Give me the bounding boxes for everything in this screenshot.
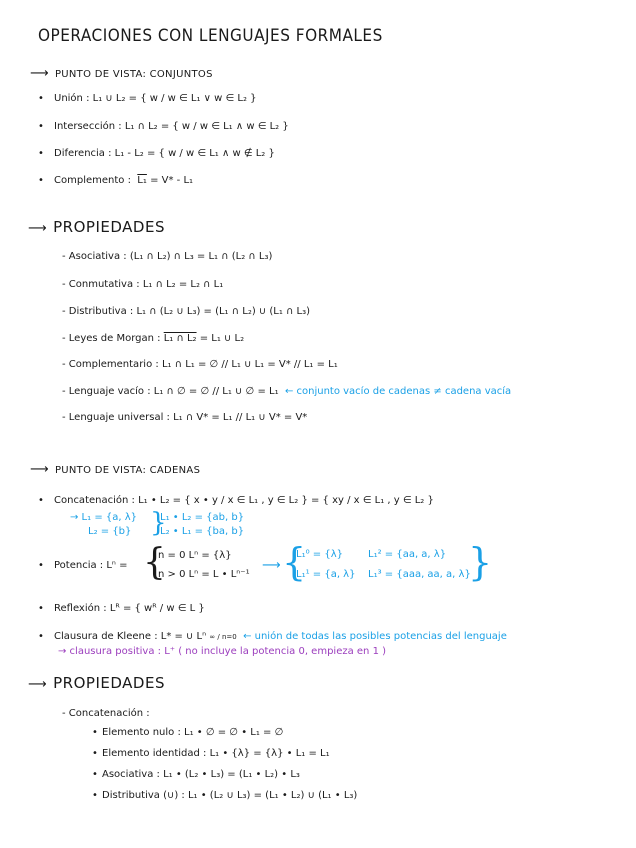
- item-label: - Lenguaje vacío: [62, 386, 145, 397]
- item-formula: Lᴿ = { wᴿ / w ∈ L }: [109, 603, 205, 614]
- item-label: Asociativa: [102, 769, 154, 780]
- concatenacion-line: Concatenación : L₁ • L₂ = { x • y / x ∈ L₁ , y ∈ L₂ } = { xy / x ∈ L₁ , y ∈ L₂ }: [54, 495, 434, 506]
- item-formula: L₁ - L₂ = { w / w ∈ L₁ ∧ w ∉ L₂ }: [114, 148, 275, 159]
- potencia-label: Potencia : Lⁿ =: [54, 560, 128, 571]
- bullet-icon: •: [38, 631, 44, 642]
- item-formula: L₁ ∩ L₂ = L₂ ∩ L₁: [142, 279, 224, 290]
- item-label: Diferencia: [54, 148, 105, 159]
- bullet-icon: •: [92, 790, 98, 801]
- item-formula: L₁ ∩ V* = L₁ // L₁ ∪ V* = V*: [173, 412, 308, 423]
- item-label: - Leyes de Morgan: [62, 333, 154, 344]
- bullet-icon: •: [92, 727, 98, 738]
- heading-text: PROPIEDADES: [53, 218, 165, 236]
- item-label: Elemento nulo: [102, 727, 175, 738]
- item-formula: L₁ ∩ L₂ = { w / w ∈ L₁ ∧ w ∈ L₂ }: [124, 121, 289, 132]
- item-formula: L₁ ∩ L₁ = ∅ // L₁ ∪ L₁ = V* // L₁ = L₁: [161, 359, 338, 370]
- union-limits: ∞ / n=0: [209, 633, 237, 641]
- bullet-icon: •: [38, 560, 44, 571]
- clausura-positiva-note: → clausura positiva : L⁺ ( no incluye la potencia 0, empieza en 1 ): [58, 646, 387, 657]
- item-label: Unión: [54, 93, 83, 104]
- page-title: OPERACIONES CON LENGUAJES FORMALES: [38, 26, 383, 46]
- brace-icon: {: [143, 542, 166, 583]
- item-formula: (L₁ ∩ L₂) ∩ L₃ = L₁ ∩ (L₂ ∩ L₃): [129, 251, 273, 262]
- bullet-icon: •: [92, 769, 98, 780]
- item-label: - Complementario: [62, 359, 153, 370]
- bullet-icon: •: [38, 121, 44, 132]
- annotation-note: ← conjunto vacío de cadenas ≠ cadena vacía: [284, 386, 512, 397]
- universal-line: - Lenguaje universal : L₁ ∩ V* = L₁ // L₁ ∪ V* = V*: [62, 412, 308, 423]
- asociativa-line: - Asociativa : (L₁ ∩ L₂) ∩ L₃ = L₁ ∩ (L₂ ∩ L₃): [62, 251, 273, 262]
- item-label: - Distributiva: [62, 306, 127, 317]
- kleene-line: Clausura de Kleene : L* = ∪ Lⁿ ∞ / n=0 ← unión de todas las posibles potencias del lenguaje: [54, 631, 507, 642]
- brace-icon: }: [468, 540, 493, 584]
- item-formula: = V* - L₁: [150, 175, 194, 186]
- item-lhs: L₁ ∩ L₂: [163, 333, 197, 344]
- arrow-right-icon: ⟶: [28, 677, 48, 692]
- item-formula: L₁ • L₂ = { x • y / x ∈ L₁ , y ∈ L₂ } = { xy / x ∈ L₁ , y ∈ L₂ }: [138, 495, 434, 506]
- item-label: Reflexión: [54, 603, 101, 614]
- bullet-icon: •: [38, 175, 44, 186]
- bullet-icon: •: [38, 603, 44, 614]
- section-heading-propiedades: [28, 218, 165, 236]
- item-formula: L₁ • {λ} = {λ} • L₁ = L₁: [209, 748, 330, 759]
- concat-example-r1: L₁ • L₂ = {ab, b}: [160, 512, 245, 523]
- complementario-line: - Complementario : L₁ ∩ L₁ = ∅ // L₁ ∪ L₁ = V* // L₁ = L₁: [62, 359, 338, 370]
- section-heading-propiedades-2: [28, 674, 165, 692]
- asociativa-concat-line: Asociativa : L₁ • (L₂ • L₃) = (L₁ • L₂) • L₃: [102, 769, 300, 780]
- concat-example-l1: → L₁ = {a, λ}: [70, 512, 138, 523]
- brace-icon: }: [150, 508, 167, 538]
- arrow-right-icon: ⟶: [28, 221, 48, 236]
- potencia-case-0: n = 0 Lⁿ = {λ}: [158, 550, 232, 561]
- heading-text: PROPIEDADES: [53, 674, 165, 692]
- complemento-line: Complemento : L₁ = V* - L₁: [54, 175, 194, 186]
- heading-text: PUNTO DE VISTA: CADENAS: [54, 465, 201, 476]
- bullet-icon: •: [38, 495, 44, 506]
- item-formula: L* = ∪ Lⁿ: [160, 631, 207, 642]
- item-formula: L₁ ∪ L₂ = { w / w ∈ L₁ ∨ w ∈ L₂ }: [92, 93, 257, 104]
- elemento-identidad-line: Elemento identidad : L₁ • {λ} = {λ} • L₁ = L₁: [102, 748, 330, 759]
- annotation-note: ← unión de todas las posibles potencias del lenguaje: [243, 631, 507, 642]
- item-formula: = L₁ ∪ L₂: [199, 333, 245, 344]
- distributiva-concat-line: Distributiva (∪) : L₁ • (L₂ ∪ L₃) = (L₁ • L₂) ∪ (L₁ • L₃): [102, 790, 358, 801]
- vacio-line: - Lenguaje vacío : L₁ ∩ ∅ = ∅ // L₁ ∪ ∅ = L₁ ← conjunto vacío de cadenas ≠ cadena vacía: [62, 386, 512, 397]
- potencia-case-1: n > 0 Lⁿ = L • Lⁿ⁻¹: [158, 569, 250, 580]
- item-lhs: L₁: [137, 175, 147, 186]
- item-label: Potencia: [54, 560, 97, 571]
- item-formula: L₁ ∩ ∅ = ∅ // L₁ ∪ ∅ = L₁: [153, 386, 279, 397]
- item-label: Clausura de Kleene: [54, 631, 152, 642]
- morgan-line: - Leyes de Morgan : L₁ ∩ L₂ = L₁ ∪ L₂: [62, 333, 245, 344]
- item-formula: L₁ • (L₂ • L₃) = (L₁ • L₂) • L₃: [163, 769, 300, 780]
- item-label: - Conmutativa: [62, 279, 134, 290]
- item-label: - Asociativa: [62, 251, 121, 262]
- conmutativa-line: - Conmutativa : L₁ ∩ L₂ = L₂ ∩ L₁: [62, 279, 224, 290]
- concat-sub-heading: - Concatenación :: [62, 708, 150, 719]
- item-label: Concatenación: [54, 495, 129, 506]
- section-heading-conjuntos: [30, 66, 213, 81]
- distributiva-line: - Distributiva : L₁ ∩ (L₂ ∪ L₃) = (L₁ ∩ L₂) ∪ (L₁ ∩ L₃): [62, 306, 311, 317]
- section-heading-cadenas: [30, 462, 200, 477]
- bullet-icon: •: [92, 748, 98, 759]
- item-formula: L₁ ∩ (L₂ ∪ L₃) = (L₁ ∩ L₂) ∪ (L₁ ∩ L₃): [136, 306, 311, 317]
- concat-example-l2: L₂ = {b}: [88, 526, 132, 537]
- diferencia-line: Diferencia : L₁ - L₂ = { w / w ∈ L₁ ∧ w ∉ L₂ }: [54, 148, 275, 159]
- item-formula: L₁ • ∅ = ∅ • L₁ = ∅: [184, 727, 284, 738]
- arrow-right-icon: ⟶: [30, 66, 49, 81]
- item-label: Elemento identidad: [102, 748, 200, 759]
- arrow-right-icon: ⟶: [262, 558, 281, 573]
- item-lhs: Lⁿ =: [106, 560, 128, 571]
- heading-text: PUNTO DE VISTA: CONJUNTOS: [54, 69, 213, 80]
- potencia-example-3: L₁³ = {aaa, aa, a, λ}: [368, 569, 471, 580]
- item-formula: L₁ • (L₂ ∪ L₃) = (L₁ • L₂) ∪ (L₁ • L₃): [187, 790, 358, 801]
- item-label: Distributiva (∪): [102, 790, 179, 801]
- elemento-nulo-line: Elemento nulo : L₁ • ∅ = ∅ • L₁ = ∅: [102, 727, 284, 738]
- potencia-example-2: L₁² = {aa, a, λ}: [368, 549, 447, 560]
- potencia-example-0: L₁⁰ = {λ}: [296, 549, 343, 560]
- interseccion-line: Intersección : L₁ ∩ L₂ = { w / w ∈ L₁ ∧ w ∈ L₂ }: [54, 121, 289, 132]
- item-label: Intersección: [54, 121, 116, 132]
- potencia-example-1: L₁¹ = {a, λ}: [296, 569, 356, 580]
- bullet-icon: •: [38, 93, 44, 104]
- arrow-right-icon: ⟶: [30, 462, 49, 477]
- reflexion-line: Reflexión : Lᴿ = { wᴿ / w ∈ L }: [54, 603, 205, 614]
- item-label: - Lenguaje universal: [62, 412, 164, 423]
- concat-example-r2: L₂ • L₁ = {ba, b}: [160, 526, 245, 537]
- bullet-icon: •: [38, 148, 44, 159]
- brace-icon: {: [282, 540, 307, 584]
- item-label: Complemento: [54, 175, 125, 186]
- union-line: Unión : L₁ ∪ L₂ = { w / w ∈ L₁ ∨ w ∈ L₂ }: [54, 93, 257, 104]
